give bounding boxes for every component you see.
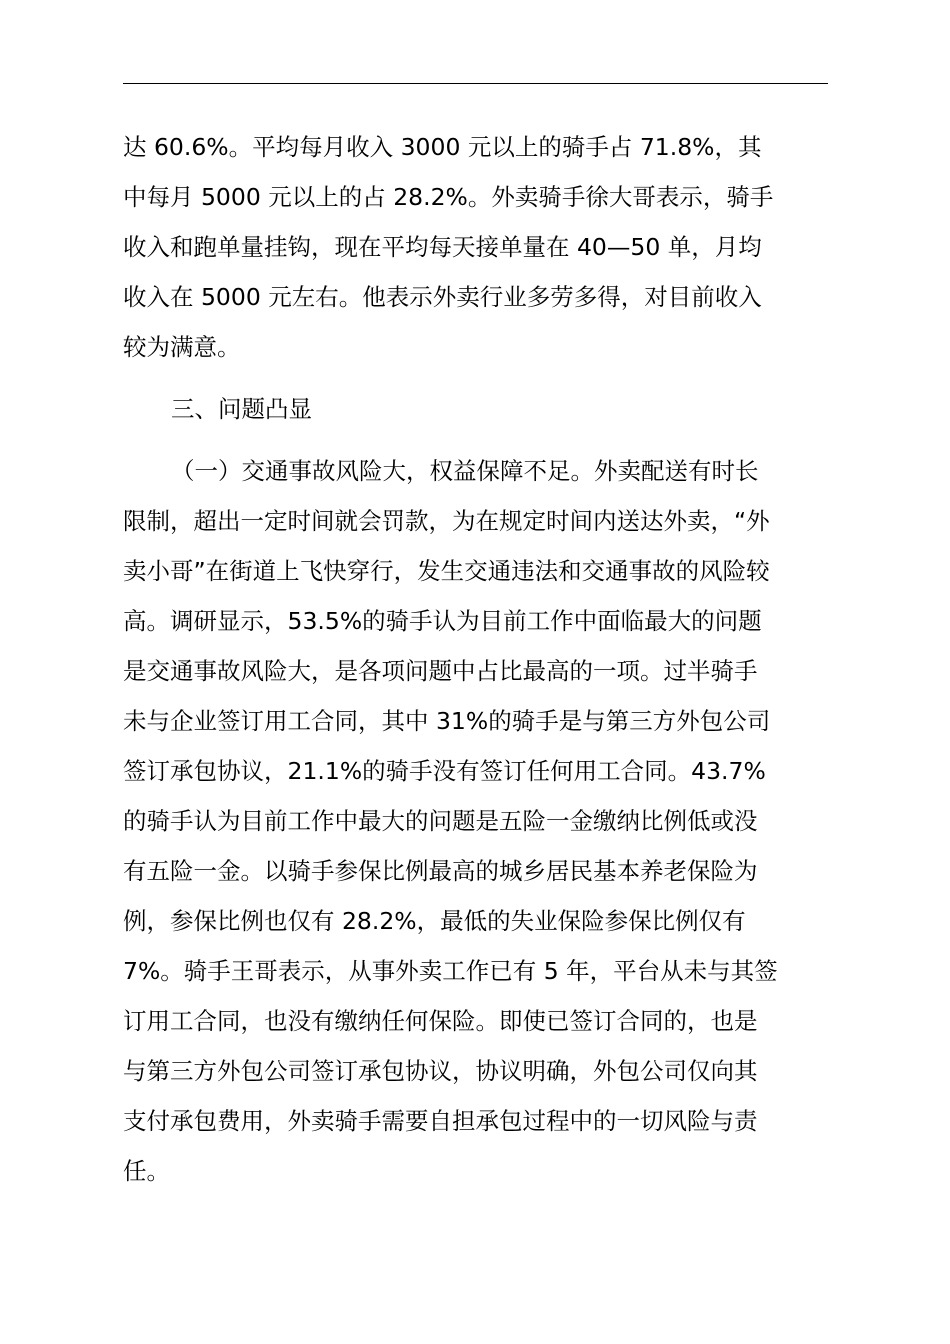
- text-line: 与第三方外包公司签订承包协议，协议明确，外包公司仅向其: [123, 1057, 758, 1085]
- text-line: 例，参保比例也仅有 28.2%，最低的失业保险参保比例仅有: [123, 907, 746, 935]
- text-line: 收入在 5000 元左右。他表示外卖行业多劳多得，对目前收入: [123, 283, 762, 311]
- text-line: 有五险一金。以骑手参保比例最高的城乡居民基本养老保险为: [123, 857, 758, 885]
- document-body: [123, 122, 835, 1196]
- text-line: 未与企业签订用工合同，其中 31%的骑手是与第三方外包公司: [123, 707, 771, 735]
- text-line: （一）交通事故风险大，权益保障不足。外卖配送有时长: [171, 457, 759, 485]
- text-line: 是交通事故风险大，是各项问题中占比最高的一项。过半骑手: [123, 657, 758, 685]
- text-line: 达 60.6%。平均每月收入 3000 元以上的骑手占 71.8%，其: [123, 133, 762, 161]
- text-line: 卖小哥”在街道上飞快穿行，发生交通违法和交通事故的风险较: [123, 557, 770, 585]
- section-heading: [123, 384, 835, 434]
- text-line: 收入和跑单量挂钩，现在平均每天接单量在 40—50 单，月均: [123, 233, 762, 261]
- text-line: 较为满意。: [123, 333, 241, 361]
- header-rule: [123, 83, 828, 84]
- text-line: 签订承包协议，21.1%的骑手没有签订任何用工合同。43.7%: [123, 757, 766, 785]
- text-line: 中每月 5000 元以上的占 28.2%。外卖骑手徐大哥表示，骑手: [123, 183, 774, 211]
- text-line: 订用工合同，也没有缴纳任何保险。即使已签订合同的，也是: [123, 1007, 758, 1035]
- section-heading-text: 三、问题凸显: [171, 395, 312, 423]
- text-line: 7%。骑手王哥表示，从事外卖工作已有 5 年，平台从未与其签: [123, 957, 778, 985]
- text-line: 任。: [123, 1157, 170, 1185]
- text-line: 限制，超出一定时间就会罚款，为在规定时间内送达外卖，“外: [123, 507, 770, 535]
- text-line: 支付承包费用，外卖骑手需要自担承包过程中的一切风险与责: [123, 1107, 758, 1135]
- paragraph-traffic-risk: [123, 446, 835, 1196]
- text-line: 的骑手认为目前工作中最大的问题是五险一金缴纳比例低或没: [123, 807, 758, 835]
- paragraph-income: [123, 122, 835, 372]
- text-line: 高。调研显示，53.5%的骑手认为目前工作中面临最大的问题: [123, 607, 762, 635]
